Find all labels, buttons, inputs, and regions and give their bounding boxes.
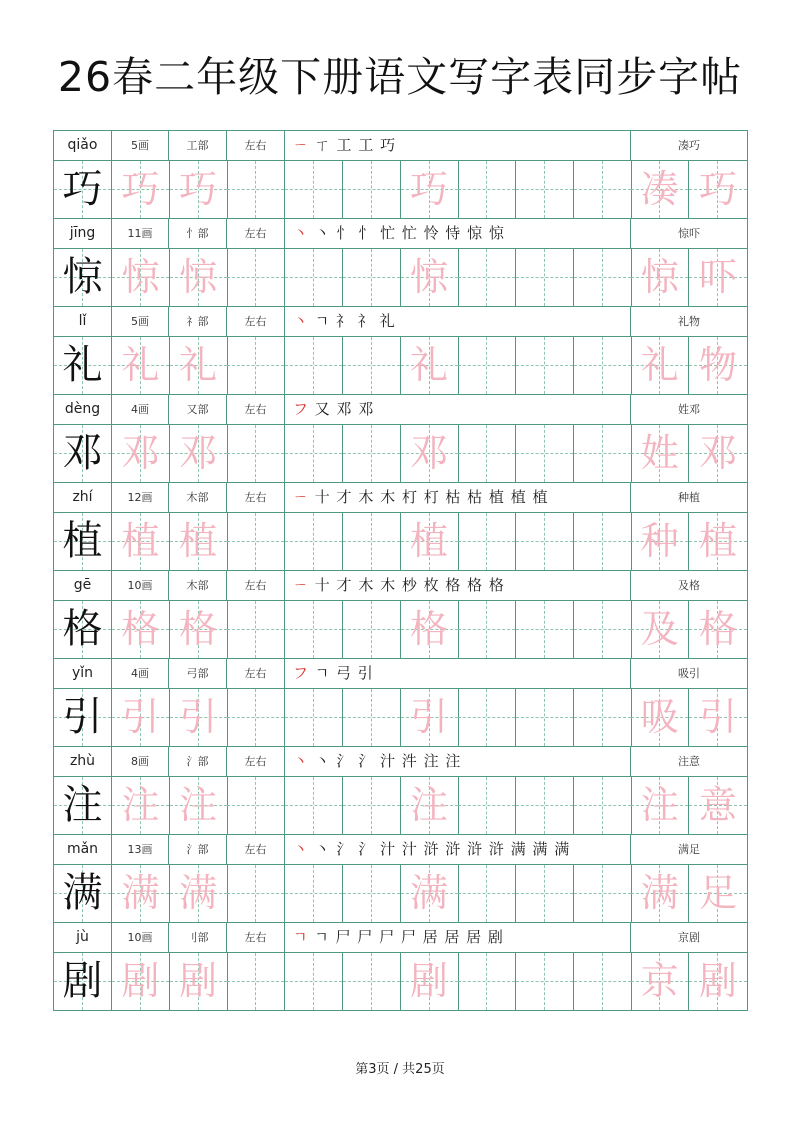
writing-grid-row (54, 601, 747, 659)
blank-writing-cell[interactable] (574, 337, 632, 394)
character-row (54, 131, 747, 219)
trace-character-cell[interactable]: 及 (631, 601, 689, 658)
blank-writing-cell[interactable] (343, 689, 401, 746)
trace-character-cell[interactable]: 惊 (170, 249, 228, 306)
blank-writing-cell[interactable] (227, 601, 285, 658)
character-row (54, 747, 747, 835)
blank-writing-cell[interactable] (343, 249, 401, 306)
blank-writing-cell[interactable] (516, 953, 574, 1010)
blank-writing-cell[interactable] (574, 777, 632, 834)
blank-writing-cell[interactable] (516, 249, 574, 306)
character-row (54, 659, 747, 747)
page-number: 第3页 / 共25页 (355, 1062, 445, 1077)
trace-character-cell[interactable]: 邓 (112, 425, 170, 482)
trace-character-cell[interactable]: 邓 (689, 425, 747, 482)
example-word: 种植 (678, 491, 700, 504)
blank-writing-cell[interactable] (343, 865, 401, 922)
blank-writing-cell[interactable] (574, 425, 632, 482)
example-word: 姓邓 (678, 403, 700, 416)
blank-writing-cell[interactable] (458, 249, 516, 306)
radical: 又部 (169, 395, 227, 424)
radical: 礻部 (169, 307, 227, 336)
character-info-row (54, 923, 747, 953)
blank-writing-cell[interactable] (285, 337, 343, 394)
main-character: 惊 (54, 249, 112, 306)
character-row (54, 307, 747, 395)
blank-writing-cell[interactable] (516, 777, 574, 834)
trace-character-cell[interactable]: 惊 (401, 249, 459, 306)
trace-character-cell[interactable]: 植 (401, 513, 459, 570)
trace-character-cell[interactable]: 格 (401, 601, 459, 658)
main-character: 巧 (54, 161, 112, 218)
character-info-row (54, 483, 747, 513)
pinyin: dèng (54, 395, 112, 424)
stroke-count: 11画 (112, 219, 169, 248)
blank-writing-cell[interactable] (574, 953, 632, 1010)
main-character: 满 (54, 865, 112, 922)
trace-character-cell[interactable]: 植 (170, 513, 228, 570)
blank-writing-cell[interactable] (285, 513, 343, 570)
pinyin: gē (54, 571, 112, 600)
trace-character-cell[interactable]: 植 (112, 513, 170, 570)
example-word: 及格 (678, 579, 700, 592)
character-info-row (54, 571, 747, 601)
trace-character-cell[interactable]: 剧 (112, 953, 170, 1010)
trace-character-cell[interactable]: 意 (689, 777, 747, 834)
writing-grid-row (54, 337, 747, 395)
trace-character-cell[interactable]: 格 (689, 601, 747, 658)
blank-writing-cell[interactable] (285, 249, 343, 306)
trace-character-cell[interactable]: 惊 (112, 249, 170, 306)
structure: 左右 (227, 219, 285, 248)
blank-writing-cell[interactable] (343, 161, 401, 218)
structure: 左右 (227, 571, 285, 600)
pinyin: mǎn (54, 835, 112, 864)
trace-character-cell[interactable]: 引 (170, 689, 228, 746)
main-character: 格 (54, 601, 112, 658)
trace-character-cell[interactable]: 邓 (401, 425, 459, 482)
structure: 左右 (227, 923, 285, 952)
structure: 左右 (227, 747, 285, 776)
stroke-order-rest: 十 才 木 木 杪 枚 格 格 格 (309, 576, 505, 594)
trace-character-cell[interactable]: 剧 (170, 953, 228, 1010)
blank-writing-cell[interactable] (227, 777, 285, 834)
stroke-order-first: フ (293, 400, 310, 418)
page-title: 26春二年级下册语文写字表同步字帖 (57, 53, 743, 101)
trace-character-cell[interactable]: 巧 (401, 161, 459, 218)
character-row (54, 923, 747, 1010)
character-info-row (54, 835, 747, 865)
stroke-order (285, 307, 631, 336)
blank-writing-cell[interactable] (516, 337, 574, 394)
blank-writing-cell[interactable] (227, 513, 285, 570)
trace-character-cell[interactable]: 植 (689, 513, 747, 570)
character-info-row (54, 747, 747, 777)
example-word: 吸引 (678, 667, 700, 680)
blank-writing-cell[interactable] (227, 689, 285, 746)
trace-character-cell[interactable]: 种 (631, 513, 689, 570)
stroke-order-first: 丶 (293, 224, 310, 242)
pinyin: zhí (54, 483, 112, 512)
stroke-count: 10画 (112, 571, 169, 600)
blank-writing-cell[interactable] (285, 953, 343, 1010)
main-character: 注 (54, 777, 112, 834)
writing-grid-row (54, 953, 747, 1010)
pinyin: qiǎo (54, 131, 112, 160)
trace-character-cell[interactable]: 吓 (689, 249, 747, 306)
stroke-order-rest: ㄱ 弓 引 (309, 664, 374, 682)
trace-character-cell[interactable]: 注 (401, 777, 459, 834)
stroke-order (285, 219, 631, 248)
blank-writing-cell[interactable] (458, 161, 516, 218)
trace-character-cell[interactable]: 吸 (631, 689, 689, 746)
trace-character-cell[interactable]: 邓 (170, 425, 228, 482)
stroke-order-first: 丶 (293, 840, 310, 858)
main-character: 礼 (54, 337, 112, 394)
trace-character-cell[interactable]: 姓 (631, 425, 689, 482)
character-info-row (54, 131, 747, 161)
example-word: 注意 (678, 755, 700, 768)
blank-writing-cell[interactable] (458, 601, 516, 658)
character-row (54, 395, 747, 483)
character-info-row (54, 659, 747, 689)
structure: 左右 (227, 395, 285, 424)
character-row (54, 483, 747, 571)
structure: 左右 (227, 835, 285, 864)
stroke-count: 12画 (112, 483, 169, 512)
character-info-row (54, 395, 747, 425)
character-row (54, 571, 747, 659)
radical: 木部 (169, 483, 227, 512)
trace-character-cell[interactable]: 巧 (112, 161, 170, 218)
writing-grid-row (54, 249, 747, 307)
trace-character-cell[interactable]: 礼 (401, 337, 459, 394)
trace-character-cell[interactable]: 凑 (631, 161, 689, 218)
trace-character-cell[interactable]: 引 (112, 689, 170, 746)
stroke-order-first: ㄧ (293, 136, 310, 154)
blank-writing-cell[interactable] (458, 953, 516, 1010)
radical: 刂部 (169, 923, 227, 952)
stroke-order (285, 131, 631, 160)
example-word: 惊吓 (678, 227, 700, 240)
stroke-order-rest: 十 才 木 木 朾 朾 枯 枯 植 植 植 (309, 488, 549, 506)
stroke-count: 5画 (112, 131, 169, 160)
blank-writing-cell[interactable] (285, 425, 343, 482)
example-word: 礼物 (678, 315, 700, 328)
example-word: 凑巧 (678, 139, 700, 152)
pinyin: yǐn (54, 659, 112, 688)
character-row (54, 835, 747, 923)
character-info-row (54, 307, 747, 337)
trace-character-cell[interactable]: 剧 (689, 953, 747, 1010)
stroke-count: 8画 (112, 747, 169, 776)
blank-writing-cell[interactable] (343, 601, 401, 658)
blank-writing-cell[interactable] (285, 689, 343, 746)
blank-writing-cell[interactable] (574, 865, 632, 922)
stroke-count: 13画 (112, 835, 169, 864)
blank-writing-cell[interactable] (574, 689, 632, 746)
example-word: 京剧 (678, 931, 700, 944)
main-character: 植 (54, 513, 112, 570)
blank-writing-cell[interactable] (285, 161, 343, 218)
trace-character-cell[interactable]: 剧 (401, 953, 459, 1010)
blank-writing-cell[interactable] (574, 249, 632, 306)
writing-grid-row (54, 425, 747, 483)
blank-writing-cell[interactable] (343, 425, 401, 482)
radical: 弓部 (169, 659, 227, 688)
structure: 左右 (227, 483, 285, 512)
trace-character-cell[interactable]: 满 (401, 865, 459, 922)
pinyin: zhù (54, 747, 112, 776)
structure: 左右 (227, 307, 285, 336)
pinyin: jīng (54, 219, 112, 248)
pinyin: lǐ (54, 307, 112, 336)
trace-character-cell[interactable]: 礼 (631, 337, 689, 394)
radical: 氵部 (169, 835, 227, 864)
blank-writing-cell[interactable] (343, 337, 401, 394)
blank-writing-cell[interactable] (516, 689, 574, 746)
blank-writing-cell[interactable] (458, 865, 516, 922)
trace-character-cell[interactable]: 满 (170, 865, 228, 922)
stroke-order-first: 丶 (293, 312, 310, 330)
trace-character-cell[interactable]: 注 (112, 777, 170, 834)
blank-writing-cell[interactable] (285, 865, 343, 922)
blank-writing-cell[interactable] (516, 865, 574, 922)
radical: 氵部 (169, 747, 227, 776)
blank-writing-cell[interactable] (227, 425, 285, 482)
blank-writing-cell[interactable] (516, 601, 574, 658)
trace-character-cell[interactable]: 引 (401, 689, 459, 746)
blank-writing-cell[interactable] (285, 777, 343, 834)
blank-writing-cell[interactable] (516, 161, 574, 218)
stroke-order (285, 395, 631, 424)
main-character: 剧 (54, 953, 112, 1010)
stroke-order-first: フ (293, 664, 310, 682)
trace-character-cell[interactable]: 巧 (170, 161, 228, 218)
writing-grid-row (54, 777, 747, 835)
stroke-order (285, 835, 631, 864)
stroke-order-rest: 丶 氵 氵 汁 汁 浒 浒 浒 浒 满 满 满 (309, 840, 571, 858)
writing-grid-row (54, 513, 747, 571)
character-row (54, 219, 747, 307)
writing-grid-row (54, 865, 747, 923)
blank-writing-cell[interactable] (458, 337, 516, 394)
blank-writing-cell[interactable] (516, 513, 574, 570)
blank-writing-cell[interactable] (227, 953, 285, 1010)
stroke-order-first: ㄱ (293, 928, 309, 946)
blank-writing-cell[interactable] (227, 337, 285, 394)
blank-writing-cell[interactable] (458, 425, 516, 482)
main-character: 引 (54, 689, 112, 746)
stroke-order (285, 571, 631, 600)
stroke-order (285, 483, 631, 512)
trace-character-cell[interactable]: 满 (112, 865, 170, 922)
blank-writing-cell[interactable] (458, 777, 516, 834)
stroke-order (285, 747, 631, 776)
blank-writing-cell[interactable] (458, 513, 516, 570)
practice-sheet (53, 130, 748, 1011)
trace-character-cell[interactable]: 满 (631, 865, 689, 922)
stroke-order-rest: 又 邓 邓 (309, 400, 375, 418)
blank-writing-cell[interactable] (458, 689, 516, 746)
radical: 忄部 (169, 219, 227, 248)
blank-writing-cell[interactable] (343, 513, 401, 570)
stroke-count: 4画 (112, 395, 169, 424)
trace-character-cell[interactable]: 物 (689, 337, 747, 394)
stroke-count: 4画 (112, 659, 169, 688)
structure: 左右 (227, 659, 285, 688)
trace-character-cell[interactable]: 足 (689, 865, 747, 922)
blank-writing-cell[interactable] (227, 865, 285, 922)
stroke-order-rest: ㄱ 尸 尸 尸 尸 居 居 居 剧 (308, 928, 504, 946)
character-info-row (54, 219, 747, 249)
trace-character-cell[interactable]: 惊 (631, 249, 689, 306)
trace-character-cell[interactable]: 引 (689, 689, 747, 746)
stroke-count: 5画 (112, 307, 169, 336)
trace-character-cell[interactable]: 京 (631, 953, 689, 1010)
structure: 左右 (227, 131, 285, 160)
trace-character-cell[interactable]: 巧 (689, 161, 747, 218)
stroke-order-first: ㄧ (293, 576, 310, 594)
stroke-order-first: ㄧ (293, 488, 310, 506)
blank-writing-cell[interactable] (227, 161, 285, 218)
trace-character-cell[interactable]: 礼 (170, 337, 228, 394)
example-word: 满足 (678, 843, 700, 856)
trace-character-cell[interactable]: 注 (631, 777, 689, 834)
radical: 木部 (169, 571, 227, 600)
blank-writing-cell[interactable] (343, 777, 401, 834)
blank-writing-cell[interactable] (343, 953, 401, 1010)
radical: 工部 (169, 131, 227, 160)
stroke-order (285, 923, 631, 952)
blank-writing-cell[interactable] (516, 425, 574, 482)
blank-writing-cell[interactable] (574, 161, 632, 218)
stroke-count: 10画 (112, 923, 169, 952)
stroke-order-rest: 丶 忄 忄 忙 忙 怜 恃 惊 惊 (309, 224, 505, 242)
writing-grid-row (54, 161, 747, 219)
stroke-order-rest: 丶 氵 氵 汁 汼 注 注 (309, 752, 462, 770)
trace-character-cell[interactable]: 格 (112, 601, 170, 658)
stroke-order-rest: ㄒ 工 工 巧 (309, 136, 397, 154)
trace-character-cell[interactable]: 格 (170, 601, 228, 658)
blank-writing-cell[interactable] (285, 601, 343, 658)
trace-character-cell[interactable]: 注 (170, 777, 228, 834)
main-character: 邓 (54, 425, 112, 482)
writing-grid-row (54, 689, 747, 747)
blank-writing-cell[interactable] (574, 513, 632, 570)
pinyin: jù (54, 923, 112, 952)
stroke-order-first: 丶 (293, 752, 310, 770)
blank-writing-cell[interactable] (227, 249, 285, 306)
stroke-order-rest: ㄱ 礻 礻 礼 (309, 312, 396, 330)
stroke-order (285, 659, 631, 688)
blank-writing-cell[interactable] (574, 601, 632, 658)
trace-character-cell[interactable]: 礼 (112, 337, 170, 394)
